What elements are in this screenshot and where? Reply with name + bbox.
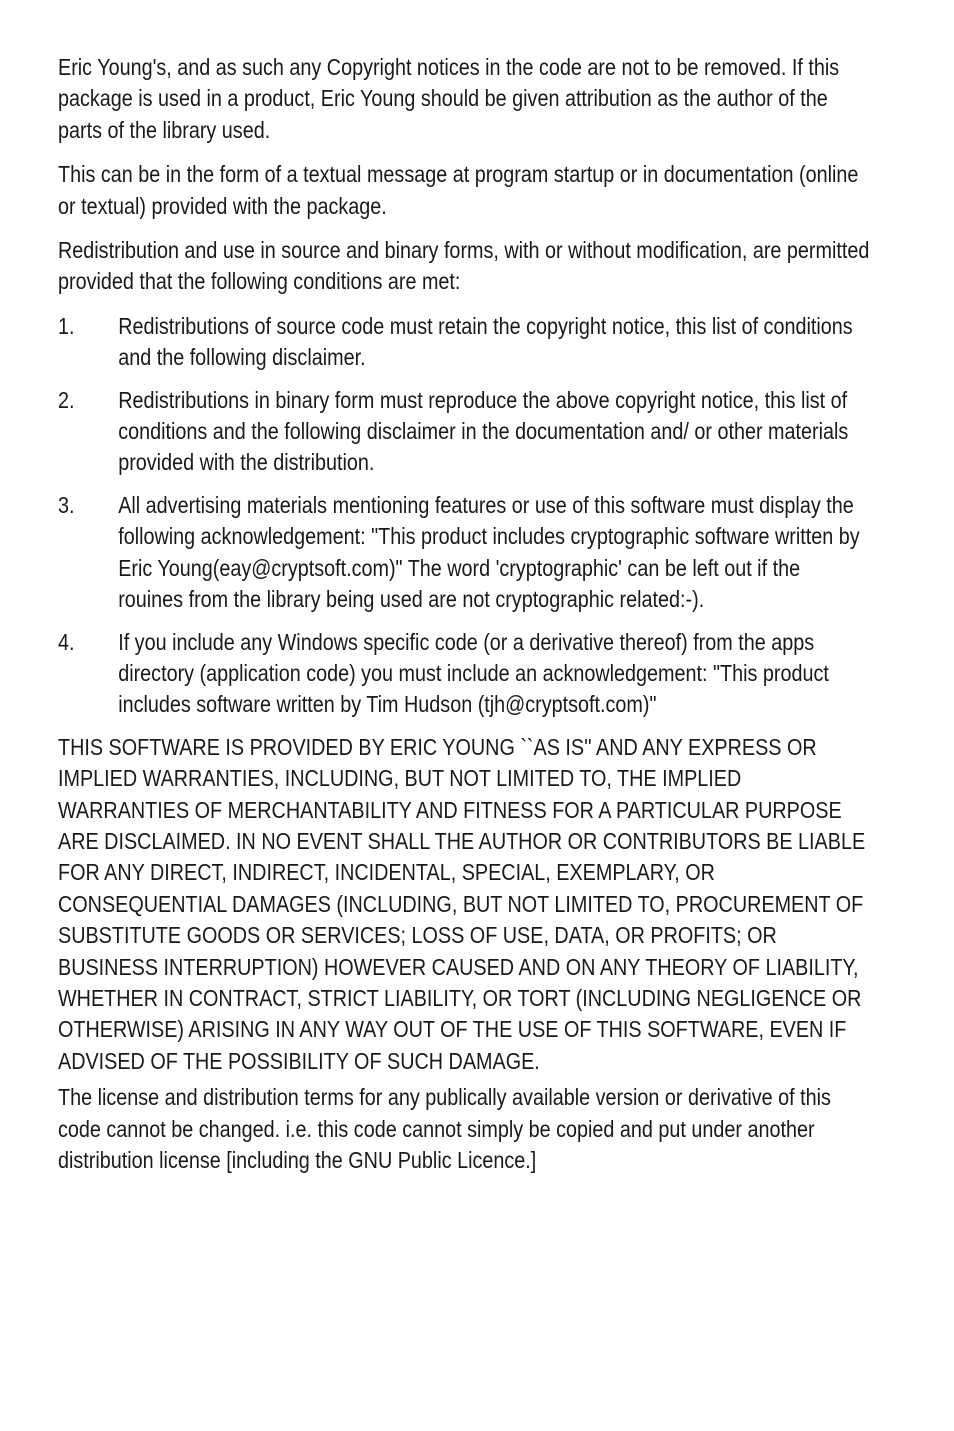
condition-item (58, 311, 870, 374)
attribution-paragraph: Eric Young's, and as such any Copyright notices in the code are not to be removed. If this package is used in a product, Eric Young should be given attribution as the author of the parts of the library used. (58, 54, 840, 143)
acknowledgement-form-paragraph: This can be in the form of a textual message at program startup or in documentation (online or textual) provided with the package. (58, 161, 859, 219)
condition-number: 3. (58, 491, 75, 518)
condition-item (58, 385, 870, 479)
condition-number: 2. (58, 386, 75, 413)
condition-text: All advertising materials mentioning features or use of this software must display the following acknowledgement: "This product includes cryptographic software written by Eric Young(eay@cryptsoft.com)" The word 'cryptographic' can be left out if the rouines from the library being used are not cryptographic related:-). (118, 491, 860, 613)
condition-text: Redistributions in binary form must reproduce the above copyright notice, this list of conditions and the following disclaimer in the documentation and/ or other materials provided with the distribution. (118, 386, 849, 476)
condition-text: If you include any Windows specific code (or a derivative thereof) from the apps directory (application code) you must include an acknowledgement: "This product includes software written by Tim Hudson (tjh@cryptsoft.com)" (118, 628, 829, 718)
condition-number: 1. (58, 312, 75, 339)
condition-item (58, 490, 870, 616)
redistribution-paragraph: Redistribution and use in source and binary forms, with or without modification, are permitted provided that the following conditions are met: (58, 237, 870, 295)
condition-item (58, 627, 870, 721)
condition-number: 4. (58, 628, 75, 655)
license-text-column (58, 52, 870, 1176)
license-page (58, 52, 870, 1189)
condition-text: Redistributions of source code must retain the copyright notice, this list of conditions and the following disclaimer. (118, 312, 853, 371)
warranty-disclaimer: THIS SOFTWARE IS PROVIDED BY ERIC YOUNG ``AS IS'' AND ANY EXPRESS OR IMPLIED WARRANTIES, INCLUDING, BUT NOT LIMITED TO, THE IMPLIED WARRANTIES OF MERCHANTABILITY AND FITNESS FOR A PARTICULAR PURPOSE ARE DISCLAIMED. IN NO EVENT SHALL THE AUTHOR OR CONTRIBUTORS BE LIABLE FOR ANY DIRECT, INDIRECT, INCIDENTAL, SPECIAL, EXEMPLARY, OR CONSEQUENTIAL DAMAGES (INCLUDING, BUT NOT LIMITED TO, PROCUREMENT OF SUBSTITUTE GOODS OR SERVICES; LOSS OF USE, DATA, OR PROFITS; OR BUSINESS INTERRUPTION) HOWEVER CAUSED AND ON ANY THEORY OF LIABILITY, WHETHER IN CONTRACT, STRICT LIABILITY, OR TORT (INCLUDING NEGLIGENCE OR OTHERWISE) ARISING IN ANY WAY OUT OF THE USE OF THIS SOFTWARE, EVEN IF ADVISED OF THE POSSIBILITY OF SUCH DAMAGE. (58, 733, 866, 1074)
conditions-list (58, 311, 870, 721)
closing-paragraph: The license and distribution terms for any publically available version or derivative of this code cannot be changed. i.e. this code cannot simply be copied and put under another distribution license [including the GNU Public Licence.] (58, 1084, 831, 1173)
